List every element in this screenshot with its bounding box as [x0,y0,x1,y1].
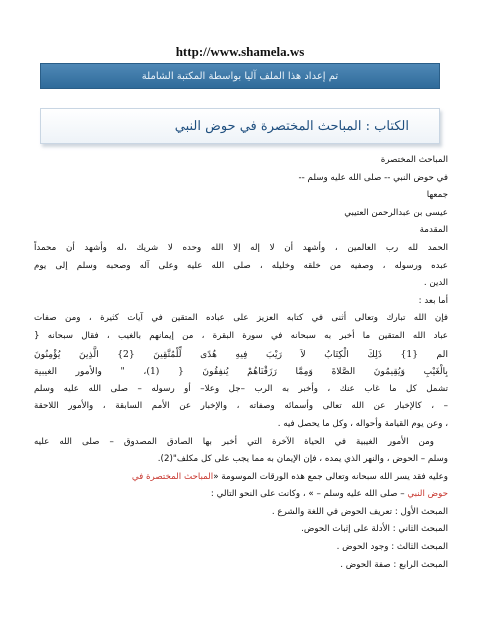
text-line: عيسى بن عبدالرحمن العتيبي [344,207,448,218]
highlighted-title: المباحث المختصرة في [131,471,214,482]
text-line: أما بعد : [418,295,448,306]
document-body [34,152,448,574]
text-line: جمعها [426,190,448,201]
quran-verse-line: الم {1} ذَلِكَ الْكِتَابُ لاَ رَيْبَ فِيهِ هُدًى لِّلْمُتَّقِينَ {2} الَّذِينَ يُؤْمِنُونَ [34,348,448,360]
text-line: عبده ورسوله ، وصفيه من خلقه وخليله ، صلى الله عليه وعلى آله وصحبه وسلم إلى يوم [34,260,448,271]
book-title-box [40,108,440,144]
text-segment: وعليه فقد يسر الله سبحانه وتعالى جمع هذه الورقات الموسومة « [213,471,448,482]
text-line: وسلم – الحوض ، والنهر الذي يمده ، فإن الإيمان به مما يجب على كل مكلف"(2). [157,454,448,465]
header-banner [40,63,440,89]
highlighted-title: حوض النبي [407,489,448,500]
book-title: الكتاب : المباحث المختصرة في حوض النبي [174,118,409,134]
toc-line: المبحث الثاني : الأدلة على إثبات الحوض. [301,524,448,535]
toc-line: المبحث الأول : تعريف الحوض في اللغة والشرع . [271,506,448,517]
text-line: – ، كالإخبار عن الله تعالى وأسمائه وصفاته ، والإخبار عن الأمم السابقة ، والأمور اللاحقة [34,401,448,412]
text-line: ومن الأمور الغيبية في الحياة الآخرة التي أخبر بها الصادق المصدوق – صلى الله عليه [34,436,434,447]
text-line: عباد الله المتقين ما أخبر به سبحانه في سورة البقرة ، من إيمانهم بالغيب ، فقال سبحانه { [34,330,448,341]
text-line: المقدمة [419,225,448,236]
toc-line: المبحث الرابع : صفة الحوض . [340,559,448,570]
quran-verse-line: بِالْغَيْبِ وَيُقِيمُونَ الصَّلاةَ وَمِمَّا رَزَقْنَاهُمْ يُنفِقُونَ { (1)، " والأمور الغيبية [34,366,448,378]
text-line [34,469,448,487]
text-line: فإن الله تبارك وتعالى أثنى في كتابه العزيز على عباده المتقين في آيات كثيرة ، ومن صفات [34,313,448,324]
text-segment: – صلى الله عليه وسلم – » ، وكانت على النحو التالي : [210,489,408,500]
site-url[interactable]: http://www.shamela.ws [175,44,305,59]
text-line: تشمل كل ما غاب عنك ، وأخبر به الرب –جل وعلا– أو رسوله – صلى الله عليه وسلم [34,383,448,394]
text-line: المباحث المختصرة [380,155,448,165]
text-line: الدين . [423,278,448,289]
banner-text: تم إعداد هذا الملف آليا بواسطة المكتبة الشاملة [141,70,339,82]
toc-line: المبحث الثالث : وجود الحوض . [336,542,448,553]
text-line: الحمد لله رب العالمين ، وأشهد أن لا إله إلا الله وحده لا شريك ،له وأشهد أن محمداً [34,242,448,253]
text-line [34,486,448,504]
text-line: في حوض النبي -- صلى الله عليه وسلم -- [298,172,448,183]
text-line: ، وعن يوم القيامة وأحواله ، وكل ما يحصل فيه . [277,418,448,429]
